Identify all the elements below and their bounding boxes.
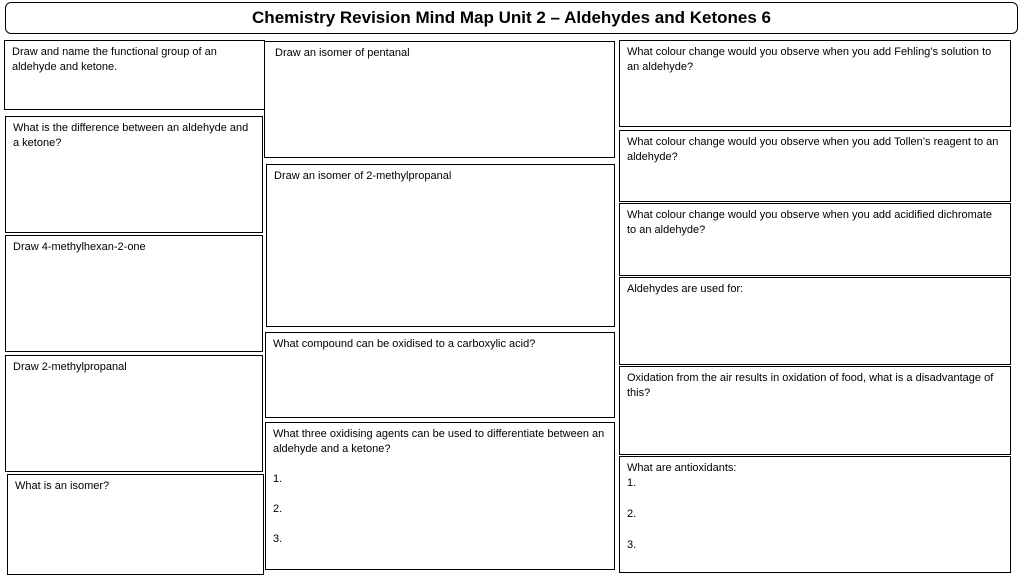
question-oxidising-agents: What three oxidising agents can be used to differentiate between an aldehyde and a ketone? [273, 428, 605, 455]
answer-number-2: 2. [627, 508, 637, 520]
box-isomer-methylpropanal [266, 164, 615, 327]
question-carboxylic: What compound can be oxidised to a carboxylic acid? [273, 338, 536, 350]
box-carboxylic [265, 332, 615, 418]
question-antioxidants: What are antioxidants: [627, 462, 737, 474]
question-dichromate: What colour change would you observe when you add acidified dichromate to an aldehyde? [627, 209, 993, 236]
question-uses: Aldehydes are used for: [627, 283, 744, 295]
question-draw-4-methylhexan: Draw 4-methylhexan-2-one [13, 241, 146, 253]
answer-number-3: 3. [273, 533, 283, 545]
box-draw-4-methylhexan [5, 235, 263, 352]
question-draw-2-methylpropanal: Draw 2-methylpropanal [13, 361, 127, 373]
box-difference [5, 116, 263, 233]
question-difference: What is the difference between an aldehyde and a ketone? [13, 122, 249, 149]
box-dichromate [619, 203, 1011, 276]
box-draw-2-methylpropanal [5, 355, 263, 472]
question-isomer: What is an isomer? [15, 480, 110, 492]
answer-number-3: 3. [627, 539, 637, 551]
question-isomer-methylpropanal: Draw an isomer of 2-methylpropanal [274, 170, 452, 182]
question-fehling: What colour change would you observe when you add Fehling’s solution to an aldehyde? [627, 46, 992, 73]
answer-number-1: 1. [273, 473, 283, 485]
question-tollen: What colour change would you observe when you add Tollen’s reagent to an aldehyde? [627, 136, 999, 163]
question-isomer-pentanal: Draw an isomer of pentanal [275, 47, 410, 59]
box-isomer [7, 474, 264, 575]
box-tollen [619, 130, 1011, 202]
box-oxidising-agents [265, 422, 615, 570]
box-isomer-pentanal [264, 41, 615, 158]
page-title: Chemistry Revision Mind Map Unit 2 – Aldehydes and Ketones 6 [5, 2, 1018, 34]
answer-number-1: 1. [627, 477, 637, 489]
box-oxidation-food [619, 366, 1011, 455]
box-fehling [619, 40, 1011, 127]
box-uses [619, 277, 1011, 365]
box-functional-group [4, 40, 265, 110]
question-oxidation-food: Oxidation from the air results in oxidation of food, what is a disadvantage of this? [627, 372, 994, 399]
answer-number-2: 2. [273, 503, 283, 515]
box-antioxidants [619, 456, 1011, 573]
question-functional-group: Draw and name the functional group of an aldehyde and ketone. [12, 46, 217, 73]
